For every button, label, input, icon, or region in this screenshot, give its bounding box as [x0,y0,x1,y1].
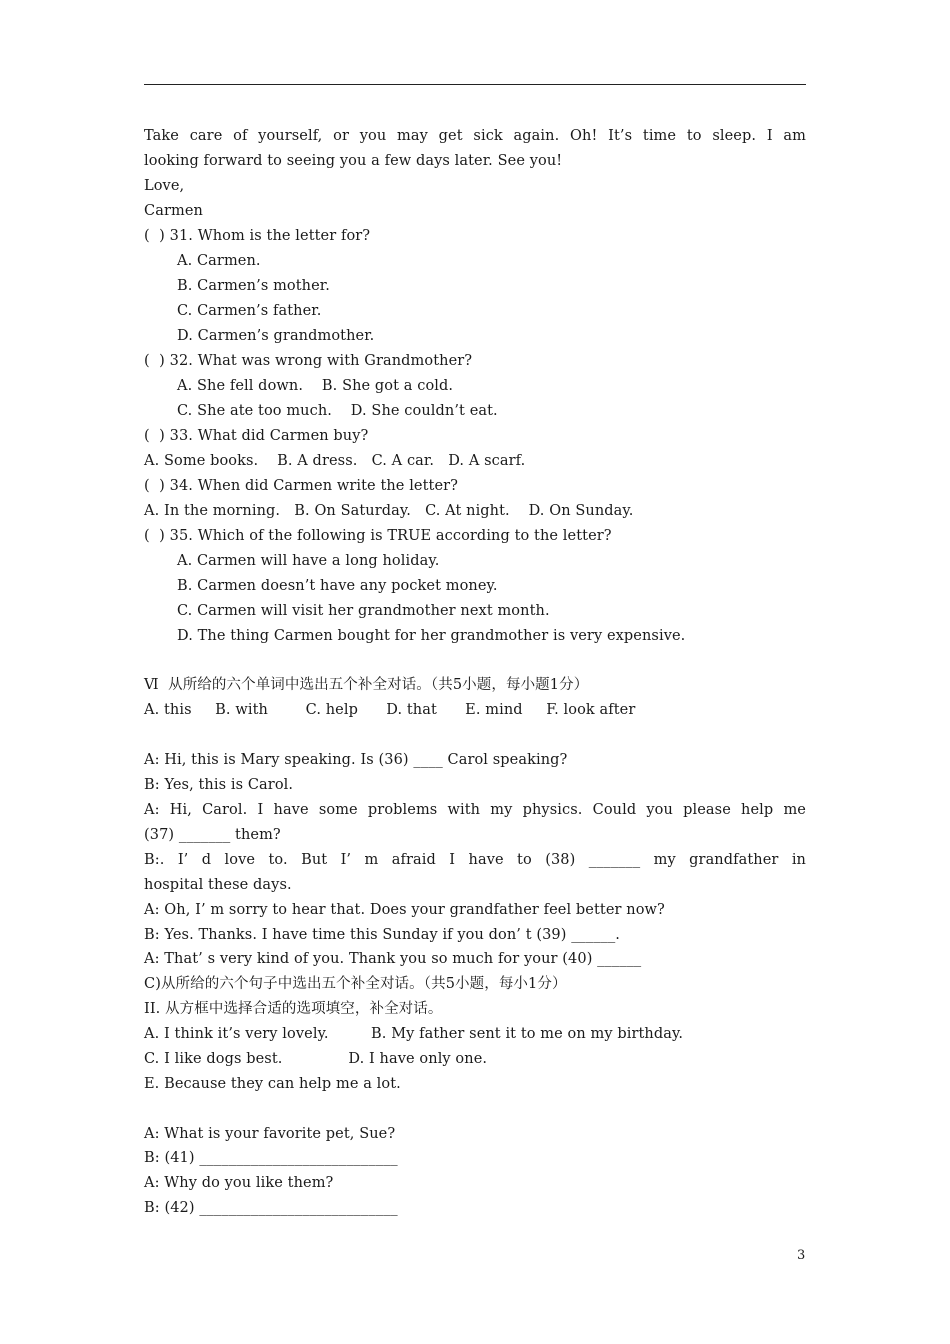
section-heading: C)从所给的六个句子中选出五个补全对话。（共5小题，每小1分） [144,976,567,992]
dialogue-line: hospital these days. [144,877,292,893]
dialogue-line: A: What is your favorite pet, Sue? [144,1126,396,1142]
options-row: A. She fell down. B. She got a cold. [177,378,454,394]
option: B. Carmen’s mother. [177,278,330,294]
question-33: ( ) 33. What did Carmen buy? [144,428,369,444]
word-bank: A. this B. with C. help D. that E. mind F. look after [144,702,636,718]
dialogue-line: A: That’ s very kind of you. Thank you so much for your (40) ______ [144,951,642,967]
dialogue-line: B:. I’ d love to. But I’ m afraid I have to (38) _______ my grandfather in [144,852,806,868]
sentence-bank: A. I think it’s very lovely. B. My father sent it to me on my birthday. [144,1026,684,1042]
dialogue-line: A: Why do you like them? [144,1175,334,1191]
section-heading: II. 从方框中选择合适的选项填空，补全对话。 [144,1001,443,1017]
dialogue-line: (37) _______ them? [144,827,281,843]
options-row: C. She ate too much. D. She couldn’t eat. [177,403,498,419]
question-32: ( ) 32. What was wrong with Grandmother? [144,353,473,369]
option: C. Carmen will visit her grandmother next month. [177,603,550,619]
option: B. Carmen doesn’t have any pocket money. [177,578,498,594]
dialogue-line: A: Hi, Carol. I have some problems with my physics. Could you please help me [144,802,806,818]
section-heading: Ⅵ 从所给的六个单词中选出五个补全对话。（共5小题，每小题1分） [144,677,589,693]
dialogue-line: B: (42) ___________________________ [144,1200,398,1216]
dialogue-line: B: (41) ___________________________ [144,1150,398,1166]
page-number: 3 [797,1248,806,1263]
question-34: ( ) 34. When did Carmen write the letter? [144,478,459,494]
letter-closing: Love, [144,178,185,194]
dialogue-line: B: Yes. Thanks. I have time this Sunday if you don’ t (39) ______. [144,927,621,943]
option: D. Carmen’s grandmother. [177,328,375,344]
options-row: A. Some books. B. A dress. C. A car. D. A scarf. [144,453,526,469]
option: A. Carmen will have a long holiday. [177,553,440,569]
header-rule [144,84,806,85]
option: D. The thing Carmen bought for her grandmother is very expensive. [177,628,686,644]
dialogue-line: A: Hi, this is Mary speaking. Is (36) ____ Carol speaking? [144,752,568,768]
option: C. Carmen’s father. [177,303,322,319]
dialogue-line: B: Yes, this is Carol. [144,777,294,793]
letter-signature: Carmen [144,203,203,219]
dialogue-line: A: Oh, I’ m sorry to hear that. Does your grandfather feel better now? [144,902,665,918]
letter-text: Take care of yourself, or you may get sick again. Oh! It’s time to sleep. I am [144,128,806,144]
letter-text: looking forward to seeing you a few days later. See you! [144,153,563,169]
option: A. Carmen. [177,253,261,269]
sentence-bank: C. I like dogs best. D. I have only one. [144,1051,488,1067]
question-31: ( ) 31. Whom is the letter for? [144,228,371,244]
sentence-bank: E. Because they can help me a lot. [144,1076,401,1092]
options-row: A. In the morning. B. On Saturday. C. At night. D. On Sunday. [144,503,634,519]
question-35: ( ) 35. Which of the following is TRUE according to the letter? [144,528,612,544]
